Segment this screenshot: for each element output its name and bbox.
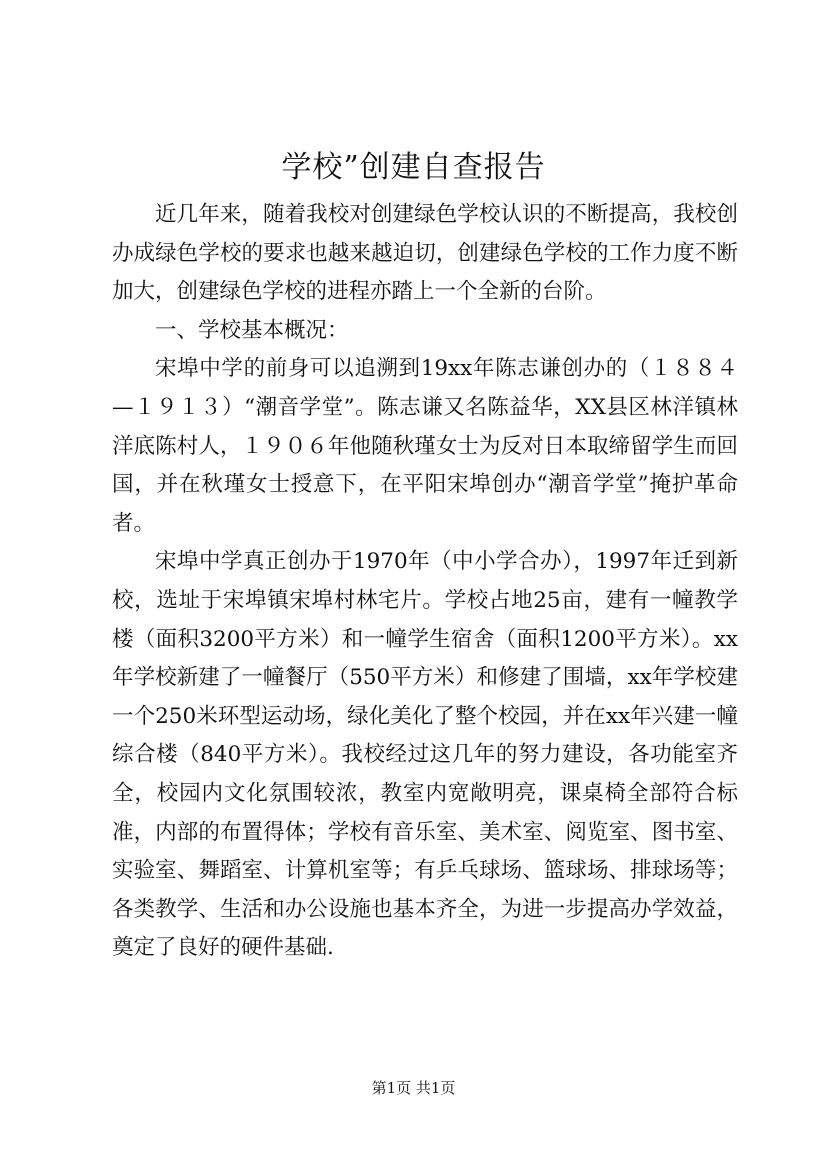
section-heading-basic-overview: 一、学校基本概况： bbox=[155, 317, 349, 343]
paragraph-facilities: 宋埠中学真正创办于1970年（中小学合办），1997年迁到新校，选址于宋埠镇宋埠村林宅片。学校占地25亩，建有一幢教学楼（面积3200平方米）和一幢学生宿舍（面积1200平方米）。xx年学校新建了一幢餐厅（550平方米）和修建了围墙，xx年学校建一个250米环型运动场，绿化美化了整个校园，并在xx年兴建一幢综合楼（840平方米）。我校经过这几年的努力建设，各功能室齐全，校园内文化氛围较浓，教室内宽敞明亮，课桌椅全部符合标准，内部的布置得体；学校有音乐室、美术室、阅览室、图书室、实验室、舞蹈室、计算机室等；有乒乓球场、篮球场、排球场等；各类教学、生活和办公设施也基本齐全，为进一步提高办学效益，奠定了良好的硬件基础. bbox=[112, 549, 738, 961]
page-footer: 第1页 共1页 bbox=[371, 1079, 456, 1097]
document-title: 学校”创建自查报告 bbox=[281, 150, 546, 185]
paragraph-history: 宋埠中学的前身可以追溯到19xx年陈志谦创办的（１８８４—１９１３）“潮音学堂”。陈志谦又名陈益华，XX县区林洋镇林洋底陈村人，１９０６年他随秋瑾女士为反对日本取缔留学生而回国，并在秋瑾女士授意下，在平阳宋埠创办“潮音学堂”掩护革命者。 bbox=[112, 356, 738, 536]
paragraph-intro: 近几年来，随着我校对创建绿色学校认识的不断提高，我校创办成绿色学校的要求也越来越迫切，创建绿色学校的工作力度不断加大，创建绿色学校的进程亦踏上一个全新的台阶。 bbox=[112, 202, 738, 305]
document-body bbox=[112, 196, 738, 968]
